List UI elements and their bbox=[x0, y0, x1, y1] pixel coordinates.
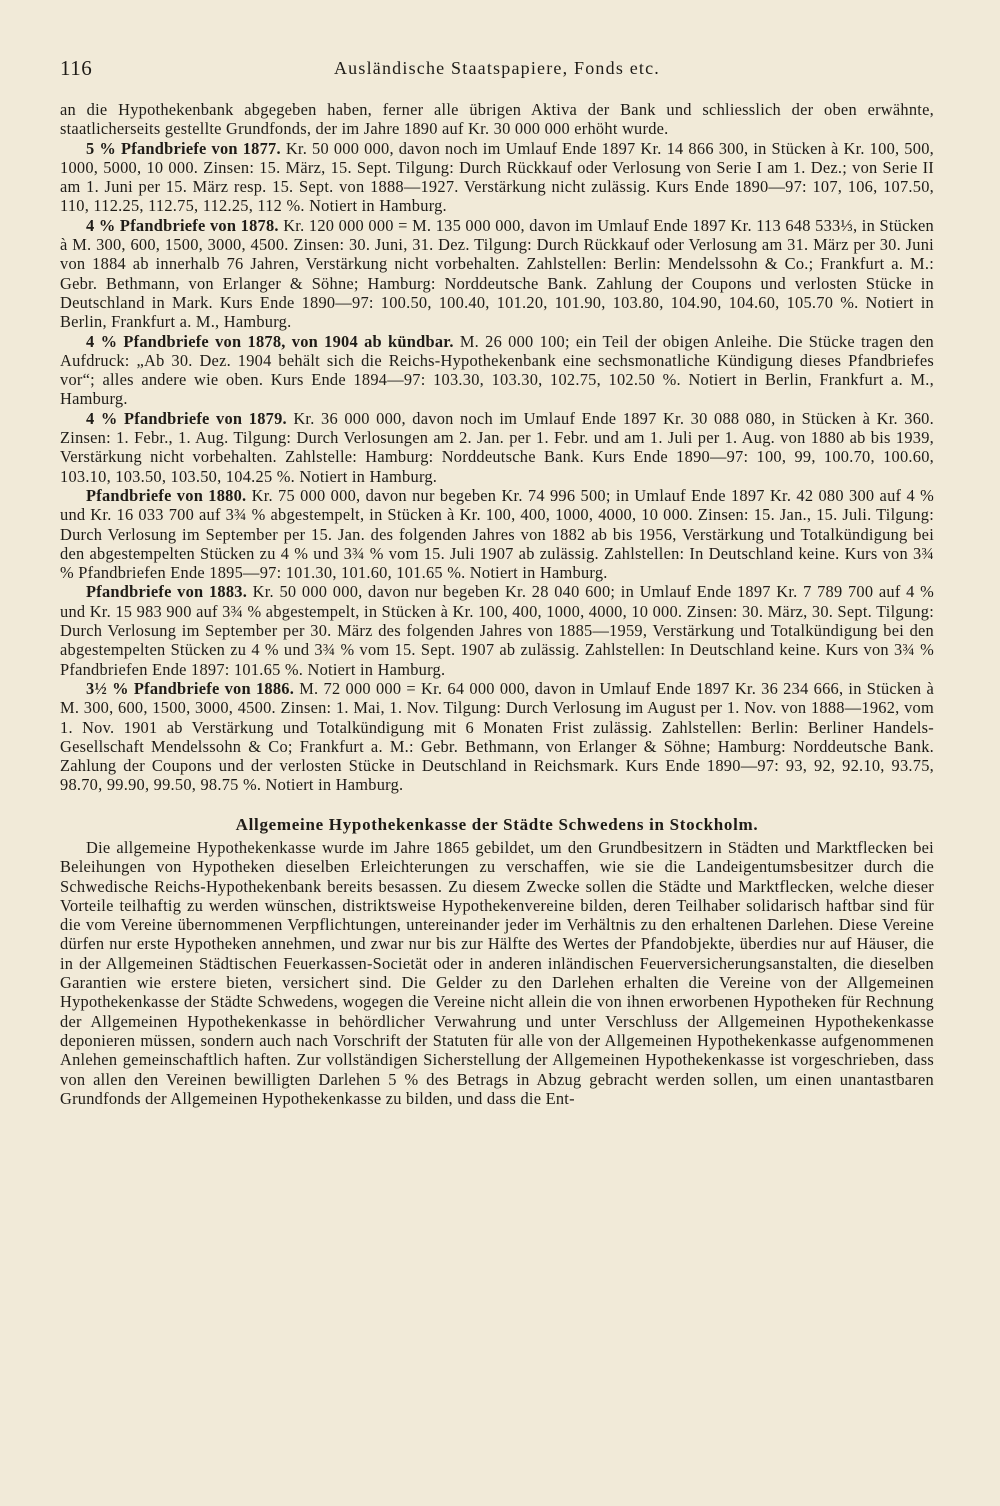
entry-text: Kr. 50 000 000, davon noch im Umlauf Ende 1897 Kr. 14 866 300, in Stücken à Kr. 100, 500, 1000, 5000, 10 000. Zinsen: 15. März, 15. Sept. Tilgung: Durch Rückkauf oder Verlosung von Serie I am 1. Dez.; von Serie II am 1. Juni per 15. März resp. 15. Sept. von 1888—1927. Verstärkung nicht zulässig. Kurs Ende 1890—97: 107, 106, 107.50, 110, 112.25, 112.75, 112.25, 112 %. Notiert in Hamburg. bbox=[60, 138, 934, 216]
entry-text: Kr. 75 000 000, davon nur begeben Kr. 74 996 500; in Umlauf Ende 1897 Kr. 42 080 300 auf 4 % und Kr. 16 033 700 auf 3¾ % abgestempelt, in Stücken à Kr. 100, 400, 1000, 4000, 10 000. Zinsen: 15. Jan., 15. Juli. Tilgung: Durch Verlosung im September per 15. Jan. des folgenden Jahres von 1882 ab bis 1956, Verstärkung und Totalkündigung bei den abgestempelten Stücken zu 4 % und 3¾ % vom 15. Juli 1907 ab zulässig. Zahlstellen: In Deutschland keine. Kurs von 3¾ % Pfandbriefen Ende 1895—97: 101.30, 101.60, 101.65 %. Notiert in Hamburg. bbox=[60, 485, 934, 583]
entry-heading: 4 % Pfandbriefe von 1878. bbox=[86, 215, 279, 235]
page-number: 116 bbox=[60, 56, 93, 80]
entry-heading: Pfandbriefe von 1883. bbox=[86, 582, 248, 602]
entry-pfandbriefe-1877 bbox=[60, 139, 934, 216]
page-header bbox=[60, 56, 934, 82]
entry-text: Kr. 120 000 000 = M. 135 000 000, davon im Umlauf Ende 1897 Kr. 113 648 533⅓, in Stücken à M. 300, 600, 1500, 3000, 4500. Zinsen: 30. Juni, 31. Dez. Tilgung: Durch Rückkauf oder Verlosung am 31. März per 30. Juni von 1884 ab innerhalb 76 Jahren, Verstärkung nicht vorbehalten. Zahlstellen: Berlin: Mendelssohn & Co.; Frankfurt a. M.: Gebr. Bethmann, von Erlanger & Söhne; Hamburg: Norddeutsche Bank. Zahlung der Coupons und verlosten Stücke in Deutschland in Mark. Kurs Ende 1890—97: 100.50, 100.40, 101.20, 101.90, 103.80, 104.90, 104.60, 105.70 %. Notiert in Berlin, Frankfurt a. M., Hamburg. bbox=[60, 215, 935, 332]
entry-text: M. 72 000 000 = Kr. 64 000 000, davon in Umlauf Ende 1897 Kr. 36 234 666, in Stücken à M. 300, 600, 1500, 3000, 4500. Zinsen: 1. Mai, 1. Nov. Tilgung: Durch Verlosung im August per 1. Nov. von 1888—1962, vom 1. Nov. 1901 ab Verstärkung und Totalkündigung mit 6 Monaten Frist zulässig. Zahlstellen: Berlin: Berliner Handels-Gesellschaft Mendelssohn & Co; Frankfurt a. M.: Gebr. Bethmann, von Erlanger & Söhne; Hamburg: Norddeutsche Bank. Zahlung der Coupons und der verlosten Stücke in Deutschland in Reichsmark. Kurs Ende 1890—97: 93, 92, 92.10, 93.75, 98.70, 99.90, 99.50, 98.75 %. Notiert in Hamburg. bbox=[60, 678, 934, 795]
entry-pfandbriefe-1879 bbox=[60, 409, 934, 486]
section-text: Die allgemeine Hypothekenkasse wurde im Jahre 1865 gebildet, um den Grundbesitzern in Städten und Marktflecken bei Beleihungen von Hypotheken dieselben Erleichterungen zu verschaffen, wie sie die Landeigentumsbesitzer durch die Schwedische Reichs-Hypothekenbank bereits besassen. Zu diesem Zwecke sollen die Städte und Marktflecken, welche dieser Vorteile teilhaftig zu werden wünschen, distriktsweise Hypothekenvereine bilden, deren Teilhaber solidarisch haftbar sind für die vom Vereine übernommenen Verpflichtungen, untereinander jeder im Verhältnis zu den erhaltenen Darlehen. Diese Vereine dürfen nur erste Hypotheken annehmen, und zwar nur bis zur Hälfte des Wertes der Pfandobjekte, überdies nur auf Häuser, die in der Allgemeinen Städtischen Feuerkassen-Societät oder in anderen inländischen Feuerversicherungsanstalten, die dieselben Garantien wie erstere bieten, versichert sind. Die Gelder zu den Darlehen erhalten die Vereine von der Allgemeinen Hypothekenkasse der Städte Schwedens, wogegen die Vereine nicht allein die von ihnen erworbenen Hypotheken für Rechnung der Allgemeinen Hypothekenkasse in behördlicher Verwahrung und unter Verschluss der Allgemeinen Hypothekenkasse deponieren müssen, sondern auch nach Vorschrift der Statuten für alle von der Allgemeinen Hypothekenkasse aufgenommenen Anlehen gemeinschaftlich haften. Zur vollständigen Sicherstellung der Allgemeinen Hypothekenkasse ist vorgeschrieben, dass von allen den Vereinen bewilligten Darlehen 5 % des Betrags in Abzug gebracht werden sollen, um einen unantastbaren Grundfonds der Allgemeinen Hypothekenkasse zu bilden, und dass die Ent- bbox=[60, 837, 934, 1108]
section-title: Allgemeine Hypothekenkasse der Städte Schwedens in Stockholm. bbox=[235, 814, 759, 834]
entry-heading: 5 % Pfandbriefe von 1877. bbox=[86, 138, 281, 158]
entry-heading: 4 % Pfandbriefe von 1879. bbox=[86, 408, 287, 428]
entry-heading: 3½ % Pfandbriefe von 1886. bbox=[86, 678, 295, 698]
entry-text: M. 26 000 100; ein Teil der obigen Anleihe. Die Stücke tragen den Aufdruck: „Ab 30. Dez. 1904 behält sich die Reichs-Hypothekenbank eine sechsmonatliche Kündigung dieses Pfandbriefes vor“; alles andere wie oben. Kurs Ende 1894—97: 103.30, 103.30, 102.75, 102.50 %. Notiert in Berlin, Frankfurt a. M., Hamburg. bbox=[60, 331, 934, 409]
entry-pfandbriefe-1878-kuendbar bbox=[60, 332, 934, 409]
entry-pfandbriefe-1878 bbox=[60, 216, 934, 332]
entry-heading: Pfandbriefe von 1880. bbox=[86, 485, 247, 505]
entry-heading: 4 % Pfandbriefe von 1878, von 1904 ab kündbar. bbox=[86, 331, 454, 351]
entry-pfandbriefe-1883 bbox=[60, 582, 934, 678]
section-paragraph bbox=[60, 838, 934, 1108]
paragraph-continuation bbox=[60, 100, 934, 139]
entry-text: Kr. 36 000 000, davon noch im Umlauf Ende 1897 Kr. 30 088 080, in Stücken à Kr. 360. Zinsen: 1. Febr., 1. Aug. Tilgung: Durch Verlosungen am 2. Jan. per 1. Febr. und am 1. Juli per 1. Aug. von 1880 ab bis 1939, Verstärkung nicht vorbehalten. Zahlstelle: Hamburg: Norddeutsche Bank. Kurs Ende 1890—97: 100, 99, 100.70, 100.60, 103.10, 103.50, 103.50, 104.25 %. Notiert in Hamburg. bbox=[60, 408, 934, 486]
entry-pfandbriefe-1880 bbox=[60, 486, 934, 582]
body-text bbox=[60, 100, 934, 1108]
entry-pfandbriefe-1886 bbox=[60, 679, 934, 795]
entry-text: Kr. 50 000 000, davon nur begeben Kr. 28 040 600; in Umlauf Ende 1897 Kr. 7 789 700 auf 4 % und Kr. 15 983 900 auf 3¾ % abgestempelt, in Stücken à Kr. 100, 400, 1000, 4000, 10 000. Zinsen: 30. März, 30. Sept. Tilgung: Durch Verlosung im September per 30. März des folgenden Jahres von 1885—1959, Verstärkung und Totalkündigung bei den abgestempelten Stücken zu 4 % und 3¾ % vom 15. Sept. 1907 ab zulässig. Zahlstellen: In Deutschland keine. Kurs von 3¾ % Pfandbriefen Ende 1897: 101.65 %. Notiert in Hamburg. bbox=[60, 582, 934, 679]
paragraph-text: an die Hypothekenbank abgegeben haben, ferner alle übrigen Aktiva der Bank und schliesslich der oben erwähnte, staatlicherseits gestellte Grundfonds, der im Jahre 1890 auf Kr. 30 000 000 erhöht wurde. bbox=[60, 100, 934, 139]
running-title: Ausländische Staatspapiere, Fonds etc. bbox=[333, 58, 661, 78]
